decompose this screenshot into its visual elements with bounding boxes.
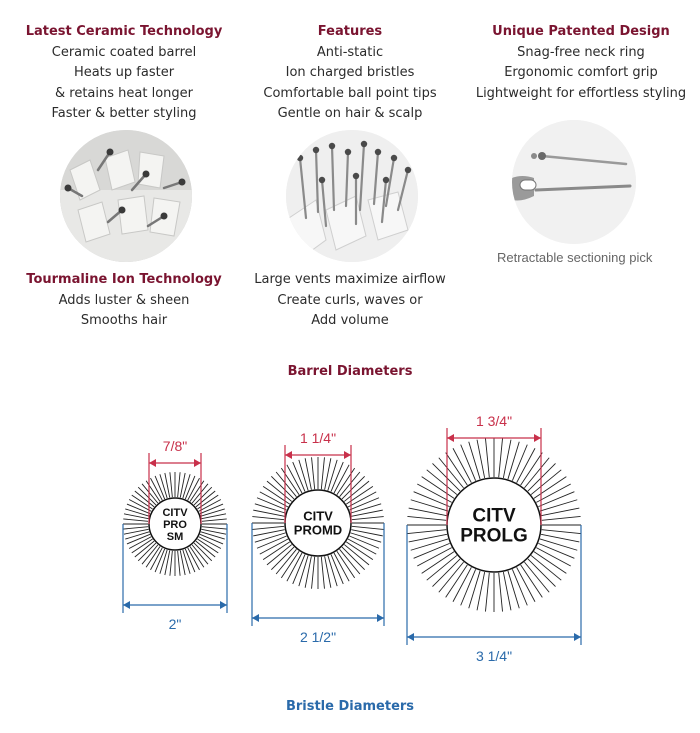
- barrel-dim-arrow: [285, 451, 292, 459]
- design-line: Ergonomic comfort grip: [504, 65, 658, 80]
- bristle-dim-arrow: [252, 614, 259, 622]
- vents-line: Large vents maximize airflow: [254, 272, 446, 287]
- tourmaline-column: [14, 270, 234, 332]
- brush-model-label: SM: [166, 530, 184, 543]
- design-line: Snag-free neck ring: [517, 44, 645, 60]
- ceramic-barrel-photo: [60, 130, 192, 262]
- bristle-dim-arrow: [123, 601, 130, 609]
- vents-line: Add volume: [311, 313, 389, 328]
- bristle-dim-arrow: [574, 633, 581, 641]
- features-line: Comfortable ball point tips: [263, 85, 437, 101]
- bristle-diameter-label: 2 1/2": [299, 629, 337, 645]
- features-column: [240, 22, 460, 125]
- barrel-diameter-label: 1 3/4": [475, 413, 513, 429]
- sectioning-pick-photo: [512, 120, 636, 244]
- features-line: Anti-static: [316, 44, 384, 60]
- ion-bristles-photo: [286, 130, 418, 262]
- features-line: Gentle on hair & scalp: [277, 106, 423, 121]
- barrel-diameter-label: 1 1/4": [299, 430, 337, 446]
- features-heading: Features: [317, 24, 383, 39]
- vents-line: Create curls, waves or: [277, 292, 423, 308]
- design-column: [466, 22, 696, 104]
- brush-model-label: CITV: [162, 506, 188, 519]
- bristle-diameter-label: 3 1/4": [475, 648, 513, 664]
- ceramic-line: Ceramic coated barrel: [51, 44, 197, 60]
- tourmaline-line: Smooths hair: [80, 313, 168, 328]
- bristle-dim-arrow: [377, 614, 384, 622]
- tourmaline-heading: Tourmaline Ion Technology: [26, 272, 222, 287]
- bristle-dim-arrow: [407, 633, 414, 641]
- ceramic-line: Faster & better styling: [51, 106, 197, 121]
- brush-model-label: PROLG: [460, 525, 528, 547]
- design-line: Lightweight for effortless styling: [475, 85, 687, 101]
- ceramic-column: [14, 22, 234, 125]
- bristle-diameters-title: Bristle Diameters: [285, 699, 415, 714]
- pick-caption: Retractable sectioning pick: [497, 250, 653, 265]
- design-heading: Unique Patented Design: [492, 24, 670, 39]
- bristle-dim-arrow: [220, 601, 227, 609]
- barrel-diameter-label: 7/8": [162, 438, 188, 454]
- brush-model-label: CITV: [472, 505, 516, 527]
- brush-model-label: PROMD: [293, 522, 343, 538]
- barrel-dim-arrow: [149, 459, 156, 467]
- barrel-dim-arrow: [447, 434, 454, 442]
- brush-diameter-diagram: [0, 395, 700, 695]
- barrel-dim-arrow: [344, 451, 351, 459]
- vents-column: [240, 270, 460, 332]
- barrel-dim-arrow: [534, 434, 541, 442]
- tourmaline-line: Adds luster & sheen: [58, 292, 190, 308]
- ceramic-line: Heats up faster: [73, 65, 175, 80]
- brush-model-label: PRO: [163, 518, 187, 531]
- barrel-dim-arrow: [194, 459, 201, 467]
- brush-model-label: CITV: [303, 508, 333, 524]
- ceramic-heading: Latest Ceramic Technology: [25, 24, 223, 39]
- features-line: Ion charged bristles: [285, 65, 415, 80]
- bristle-diameter-label: 2": [168, 616, 182, 632]
- ceramic-line: & retains heat longer: [55, 85, 193, 101]
- barrel-diameters-title: Barrel Diameters: [287, 364, 413, 379]
